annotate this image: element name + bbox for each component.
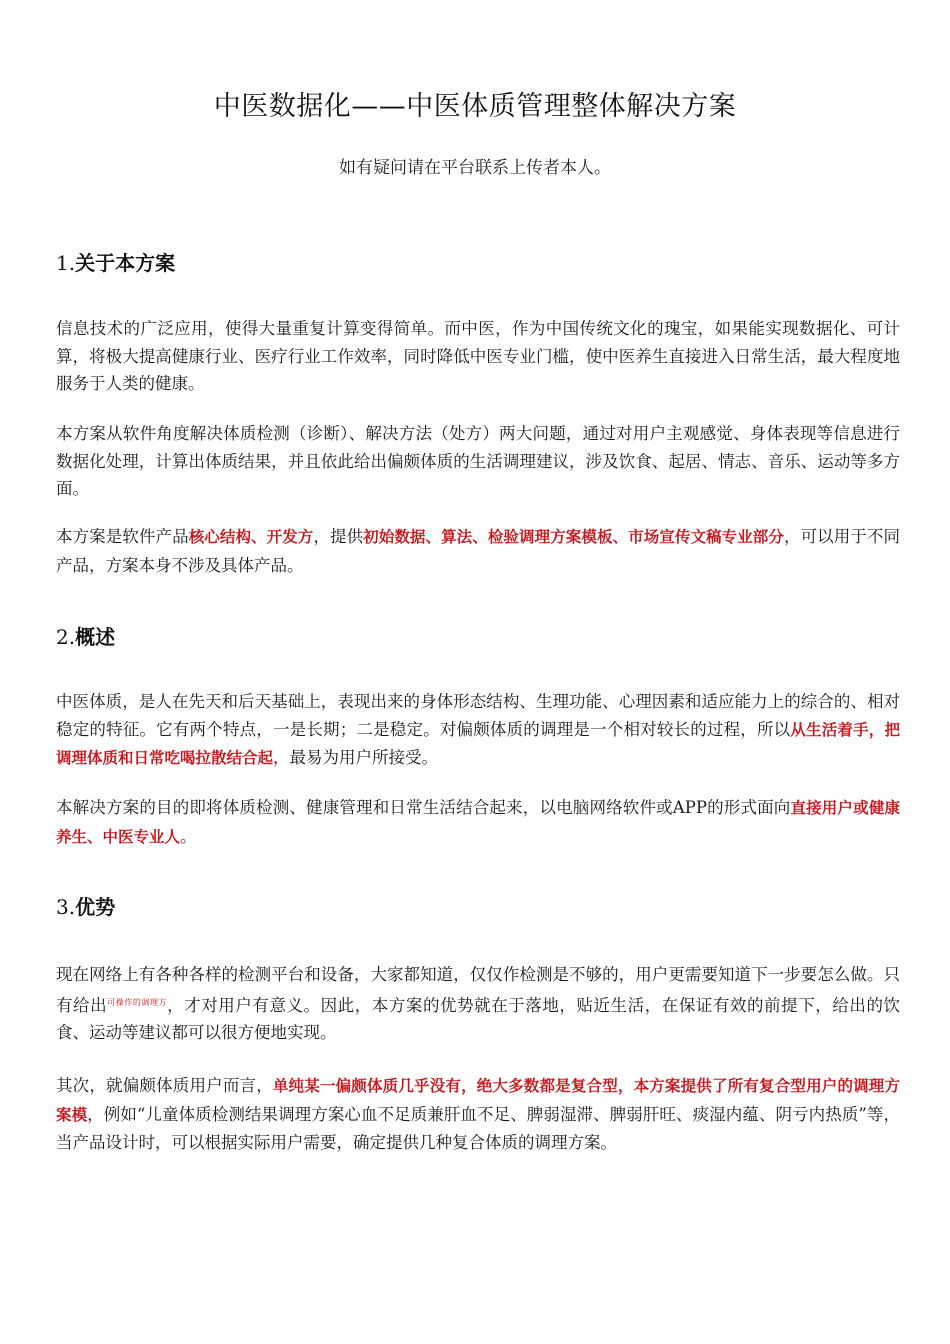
paragraph-text: ，提供	[313, 527, 364, 546]
highlighted-text: 核心结构、开发方	[188, 528, 314, 546]
section-title: 关于本方案	[75, 251, 176, 275]
highlighted-text: 单纯某一偏颇体质几乎没有，绝大多数都是复合型，本方案提供了所有复合型用户的调理方案模	[56, 1077, 900, 1124]
section-number: 1.	[56, 251, 76, 275]
section-number: 2.	[56, 625, 76, 649]
paragraph-text: ，才对用户有意义。因此，本方案的优势就在于落地，贴近生活，在保证有效的前提下，给出的饮食、运动等建议都可以很方便地实现。	[56, 995, 901, 1042]
section-title: 优势	[75, 895, 116, 919]
section-1-heading	[56, 247, 175, 276]
section-3-paragraph-1	[56, 961, 900, 1047]
section-1-paragraph-1: 信息技术的广泛应用，使得大量重复计算变得简单。而中医，作为中国传统文化的瑰宝，如果能实现数据化、可计算，将极大提高健康行业、医疗行业工作效率，同时降低中医专业门槛，使中医养生直接进入日常生活，最大程度地服务于人类的健康。	[56, 319, 900, 393]
highlighted-text-small: 可操作的调理方	[107, 997, 168, 1007]
document-subtitle: 如有疑问请在平台联系上传者本人。	[339, 158, 611, 178]
section-title: 概述	[75, 625, 116, 649]
paragraph-text: 其次，就偏颇体质用户而言，	[56, 1076, 273, 1095]
section-2-paragraph-2	[56, 794, 900, 851]
paragraph-text: ，最易为用户所接受。	[273, 748, 439, 767]
paragraph-text: 。	[180, 826, 197, 846]
paragraph-text: ，可以用于不同产品，方案本身不涉及具体产品。	[56, 527, 900, 575]
highlighted-text: 从生活着手，把调理体质和日常吃喝拉散结合起	[56, 720, 900, 767]
paragraph-text: 本方案是软件产品	[56, 527, 189, 546]
section-3-heading	[56, 891, 115, 920]
section-2-heading	[56, 621, 115, 650]
paragraph-text: 本解决方案的目的即将体质检测、健康管理和日常生活结合起来，以电脑网络软件或APP的形式面向	[56, 798, 791, 817]
paragraph-text: ，例如“儿童体质检测结果调理方案心血不足质兼肝血不足、脾弱湿滞、脾弱肝旺、痰湿内蕴、阴亏内热质”等，当产品设计时，可以根据实际用户需要，确定提供几种复合体质的调理方案。	[56, 1104, 900, 1152]
section-1-paragraph-2: 本方案从软件角度解决体质检测（诊断）、解决方法（处方）两大问题，通过对用户主观感觉、身体表现等信息进行数据化处理，计算出体质结果，并且依此给出偏颇体质的生活调理建议，涉及饮食、起居、情志、音乐、运动等多方面。	[56, 424, 900, 498]
section-number: 3.	[56, 895, 76, 919]
highlighted-text: 直接用户或健康养生、中医专业人	[56, 799, 900, 846]
section-1-paragraph-3	[56, 523, 900, 579]
paragraph-text: 中医体质，是人在先天和后天基础上，表现出来的身体形态结构、生理功能、心理因素和适应能力上的综合的、相对稳定的特征。它有两个特点，一是长期；二是稳定。对偏颇体质的调理是一个相对较长的过程，所以	[56, 692, 900, 739]
document-title: 中医数据化——中医体质管理整体解决方案	[213, 91, 737, 122]
highlighted-text: 初始数据、算法、检验调理方案模板、市场宣传文稿专业部分	[363, 528, 784, 546]
paragraph-text: 现在网络上有各种各样的检测平台和设备，大家都知道，仅仅作检测是不够的，用户更需要知道下一步要怎么做。只有给出	[56, 965, 900, 1015]
section-2-paragraph-1	[56, 688, 900, 773]
section-3-paragraph-2	[56, 1072, 900, 1157]
